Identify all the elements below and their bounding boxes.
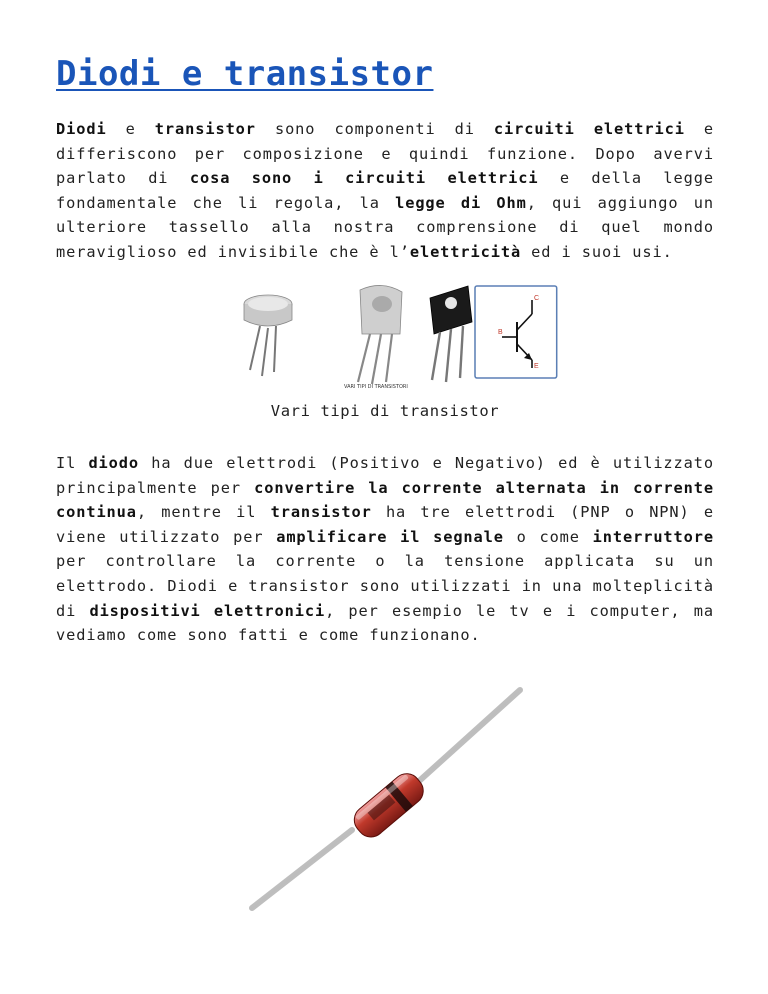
bold-term: transistor bbox=[270, 503, 372, 522]
bold-term: amplificare il segnale bbox=[276, 527, 504, 546]
pin-c-label: C bbox=[534, 295, 540, 302]
power-transistor bbox=[430, 286, 472, 382]
text-run: e della legge fondamentale che li regola, la bbox=[56, 169, 714, 212]
text-run: , qui aggiungo un ulteriore tassello alla nostra comprensione di quel mondo meraviglioso ed invisibile che è l’ bbox=[56, 193, 714, 261]
bold-term: legge di Ohm bbox=[395, 193, 527, 212]
pin-b-label: B bbox=[498, 329, 503, 336]
text-run: sono componenti di bbox=[255, 120, 494, 138]
bold-term: diodo bbox=[88, 454, 139, 472]
page-title bbox=[56, 54, 433, 94]
text-run: per controllare la corrente o la tensione applicata su un elettrodo. Diodi e transistor sono utilizzati in una molteplicità di bbox=[56, 552, 714, 620]
text-run: Il bbox=[56, 454, 89, 472]
bold-term: interruttore bbox=[592, 527, 714, 546]
transistor-label-left: VARI TIPI DI TRANSISTORI bbox=[344, 384, 408, 390]
plastic-transistor bbox=[358, 285, 402, 384]
bold-term: transistor bbox=[154, 120, 256, 138]
bold-term: dispositivi elettronici bbox=[89, 601, 326, 620]
text-run: e bbox=[106, 120, 155, 138]
body-paragraph bbox=[56, 451, 714, 648]
bold-term: convertire la corrente alternata in corrente continua bbox=[56, 478, 714, 522]
bold-term: cosa sono i circuiti elettrici bbox=[189, 169, 539, 188]
transistor-types-image bbox=[232, 282, 540, 392]
text-run: ed i suoi usi. bbox=[521, 242, 673, 261]
intro-paragraph bbox=[56, 117, 714, 265]
bold-term: elettricità bbox=[409, 242, 522, 261]
text-run: , per esempio le tv e i computer, ma vediamo come sono fatti e come funzionano. bbox=[56, 601, 714, 645]
metal-can-transistor bbox=[244, 295, 292, 376]
text-run: ha due elettrodi (Positivo e Negativo) ed è utilizzato principalmente per bbox=[56, 454, 714, 497]
diode-image bbox=[248, 664, 524, 910]
npn-symbol bbox=[475, 286, 557, 378]
text-run: e differiscono per composizione e quindi funzione. Dopo avervi parlato di bbox=[56, 120, 714, 188]
bold-term: Diodi bbox=[56, 120, 107, 138]
text-run: , mentre il bbox=[136, 503, 271, 522]
text-run: o come bbox=[503, 527, 593, 546]
title-link[interactable]: Diodi e transistor bbox=[56, 54, 434, 94]
pin-e-label: E bbox=[534, 363, 539, 370]
text-run: ha tre elettrodi (PNP o NPN) e viene utilizzato per bbox=[56, 503, 714, 546]
bold-term: circuiti elettrici bbox=[493, 120, 685, 138]
figure-caption: Vari tipi di transistor bbox=[270, 402, 500, 420]
